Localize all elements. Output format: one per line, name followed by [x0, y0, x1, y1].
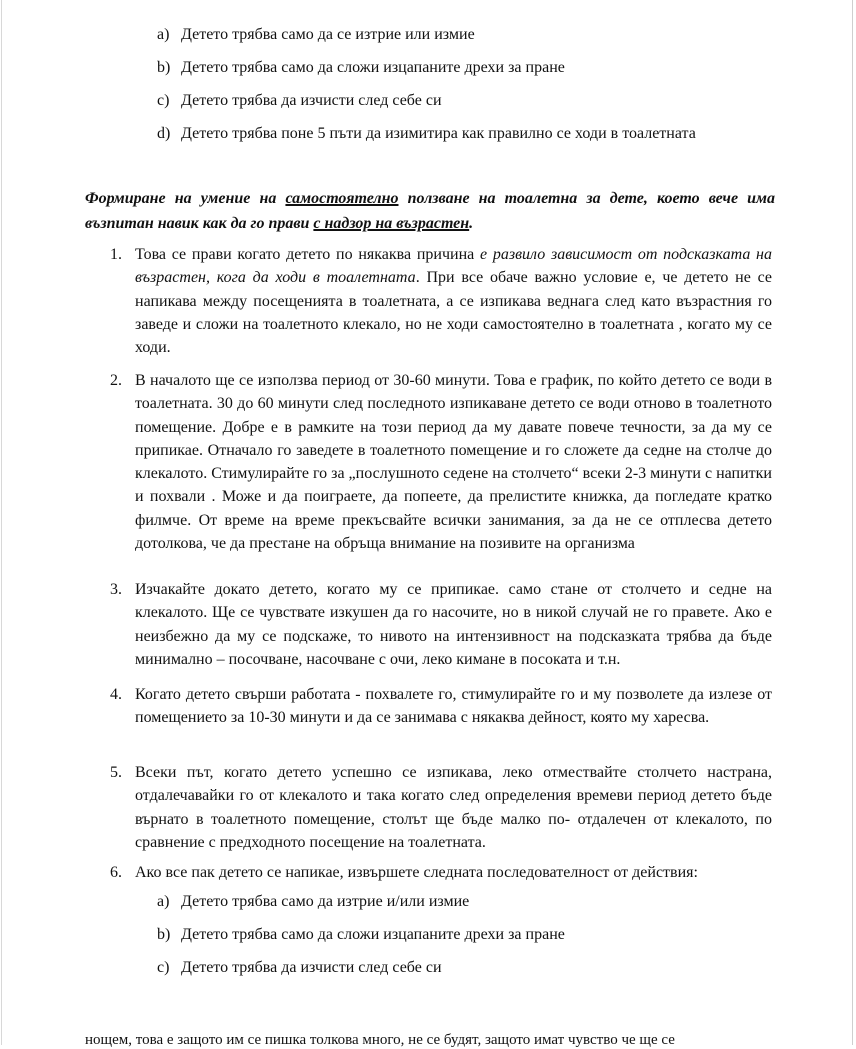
top-list-item-d — [157, 125, 696, 143]
list-label: b) — [157, 926, 171, 943]
list-label: a) — [157, 26, 170, 43]
list-text: Детето трябва да изчисти след себе си — [181, 92, 442, 109]
list-text: Детето трябва само да сложи изцапаните дрехи за пране — [181, 926, 565, 943]
top-list-item-c — [157, 92, 442, 110]
item-body: Когато детето свърши работата - похвалете го, стимулирайте го и му позволете да излезе от помещението за 10-30 минути и да се занимава с някаква дейност, която му харесва. — [135, 686, 772, 727]
list-text: Детето трябва да изчисти след себе си — [181, 959, 442, 976]
section-heading — [85, 186, 775, 236]
list-label: a) — [157, 893, 170, 910]
heading-text: . — [469, 215, 474, 232]
cut-off-text-line: нощем, това е защото им се пишка толкова много, не се будят, защото имат чувство че ще се — [85, 1032, 675, 1048]
item-number: 3. — [110, 581, 122, 598]
list-label: b) — [157, 59, 171, 76]
heading-text: Формиране на умение на — [85, 190, 286, 207]
numbered-item-1 — [110, 243, 772, 359]
numbered-item-4 — [110, 683, 772, 730]
list-text: Детето трябва само да се изтрие или измие — [181, 26, 475, 43]
list-text: Детето трябва поне 5 пъти да изимитира как правилно се ходи в тоалетната — [181, 125, 696, 142]
item-number: 5. — [110, 764, 122, 781]
heading-text: ползване на тоалетна за дете, което вече има възпитан навик как да го прави — [85, 190, 775, 232]
item-number: 4. — [110, 686, 122, 703]
item-text: . При все обаче важно условие е, че детето не се напикава между посещенията в тоалетната, а се изпикава веднага след като възрастния го заведе и сложи на тоалетното клекало, но не ходи самостоятелно в тоалетната , когато му се ходи. — [135, 269, 773, 357]
numbered-item-5 — [110, 761, 772, 854]
heading-underlined-text: с надзор на възрастен — [313, 215, 470, 232]
document-page — [1, 0, 853, 1048]
list-text: Детето трябва само да изтрие и/или измие — [181, 893, 470, 910]
item-body — [135, 243, 772, 359]
item-number: 6. — [110, 864, 122, 881]
list-label: c) — [157, 959, 170, 976]
item-italic-text: е развило зависимост от подсказката на възрастен, кога да ходи в тоалетната — [135, 246, 772, 287]
item-text: Това се прави когато детето по някаква причина — [135, 246, 481, 263]
item-body: Ако все пак детето се напикае, извършете следната последователност от действия: — [135, 864, 698, 881]
numbered-item-3 — [110, 578, 772, 671]
list-label: c) — [157, 92, 170, 109]
bottom-list-item-c — [157, 959, 442, 977]
bottom-list-item-a — [157, 893, 469, 911]
top-list-item-b — [157, 59, 565, 77]
numbered-item-6 — [110, 861, 772, 884]
list-text: Детето трябва само да сложи изцапаните дрехи за пране — [181, 59, 565, 76]
item-number: 2. — [110, 372, 122, 389]
list-label: d) — [157, 125, 171, 142]
item-number: 1. — [110, 246, 122, 263]
numbered-item-2 — [110, 369, 772, 555]
heading-underlined-text: самостоятелно — [285, 190, 399, 207]
bottom-list-item-b — [157, 926, 565, 944]
item-body: Изчакайте докато детето, когато му се припикае. само стане от столчето и седне на клекалото. Ще се чувствате изкушен да го насочите, но в никой случай не го правете. Ако е неизбежно да му се подскаже, то нивото на интензивност на подсказката трябва да бъде минимално – посочване, насочване с очи, леко кимане в посоката и т.н. — [135, 581, 772, 668]
item-body: В началото ще се използва период от 30-60 минути. Това е график, по който детето се води в тоалетната. 30 до 60 минути след последното изпикаване детето се води отново в тоалетното помещение. Добре е в рамките на този период да му давате повече течности, за да му се припикае. Отначало го заведете в тоалетното помещение и го сложете да седне на столче до клекалото. Стимулирайте го за „послушното седене на столчето“ всеки 2-3 минути с напитки и похвали . Може и да поиграете, да попеете, да прелистите книжка, да погледате кратко филмче. От време на време прекъсвайте всички занимания, за да не се отплесва детето дотолкова, че да престане на обръща внимание на позивите на организма — [135, 372, 772, 553]
item-body: Всеки път, когато детето успешно се изпикава, леко отмествайте столчето настрана, отдалечавайки го от клекалото и така когато след определения времеви период детето бъде върнато в тоалетното помещение, столът ще бъде малко по- отдалечен от клекалото, по сравнение с предходното посещение на тоалетната. — [135, 764, 772, 851]
top-list-item-a — [157, 26, 475, 44]
